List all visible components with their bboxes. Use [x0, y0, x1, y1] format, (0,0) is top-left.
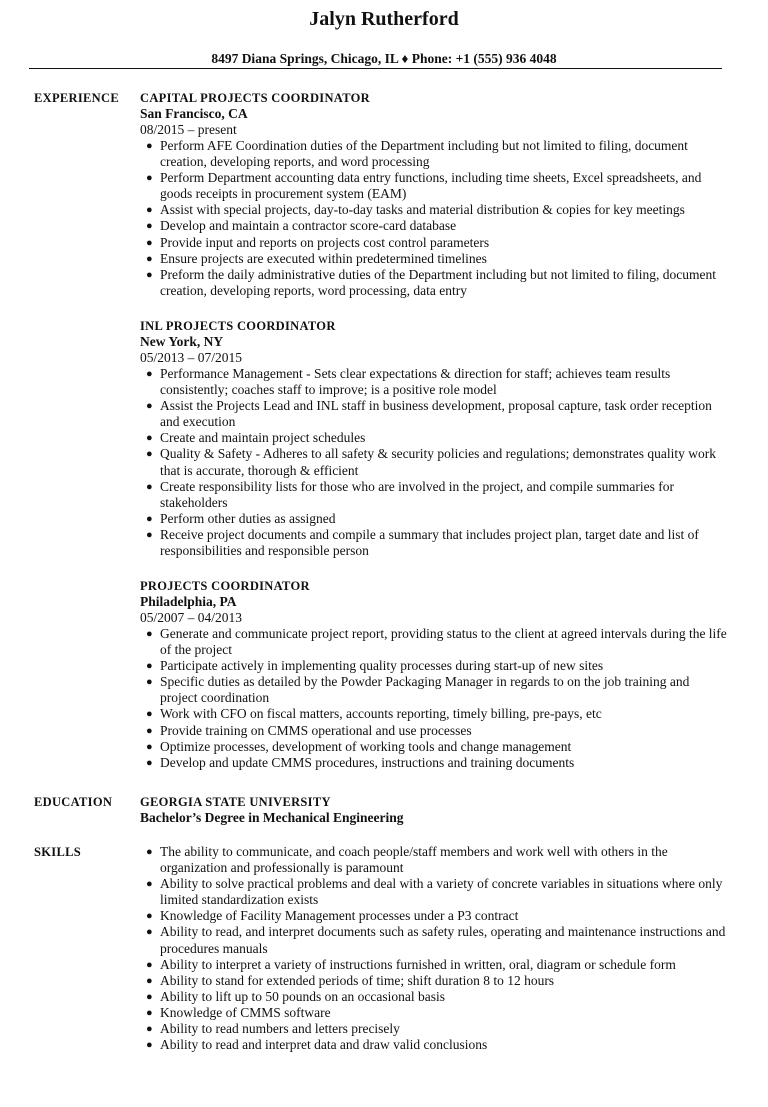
list-item: ● Develop and maintain a contractor score-card database — [146, 218, 457, 234]
bullet-icon: ● — [146, 432, 153, 445]
job-location: San Francisco, CA — [140, 106, 248, 121]
job-title: PROJECTS COORDINATOR — [140, 579, 310, 593]
bullet-icon: ● — [146, 1006, 153, 1019]
list-item: ● Create and maintain project schedules — [146, 430, 366, 446]
bullet-icon: ● — [146, 448, 153, 461]
list-item: ● Receive project documents and compile a summary that includes project plan, target date and list of responsibilities and responsible person — [146, 526, 699, 559]
list-item: ● Ensure projects are executed within predetermined timelines — [146, 250, 487, 266]
job-entry — [140, 578, 730, 771]
bullet-icon: ● — [146, 990, 153, 1003]
bullet-icon: ● — [146, 236, 153, 249]
list-item: ● Ability to stand for extended periods of time; shift duration 8 to 12 hours — [146, 972, 555, 988]
education-heading: EDUCATION — [34, 795, 113, 809]
bullet-icon: ● — [146, 368, 153, 380]
bullet-icon: ● — [146, 724, 153, 737]
contact-line: 8497 Diana Springs, Chicago, IL ♦ Phone: +1 (555) 936 4048 — [211, 51, 557, 66]
list-item: ● Ability to lift up to 50 pounds on an occasional basis — [146, 988, 445, 1004]
list-item: ● Generate and communicate project report, providing status to the client at agreed intervals during the life of the project — [146, 626, 727, 658]
list-item: ● Knowledge of CMMS software — [146, 1004, 331, 1020]
list-item: ● Specific duties as detailed by the Powder Packaging Manager in regards to on the job training and project coordination — [146, 674, 690, 706]
list-item: ● Provide training on CMMS operational and use processes — [146, 722, 472, 738]
school-name: GEORGIA STATE UNIVERSITY — [140, 795, 331, 809]
bullet-icon: ● — [146, 204, 153, 217]
skills-list — [140, 844, 730, 1053]
job-title: CAPITAL PROJECTS COORDINATOR — [140, 91, 370, 105]
experience-heading: EXPERIENCE — [34, 91, 119, 105]
header-divider — [29, 68, 722, 69]
job-duties-list — [140, 138, 730, 299]
job-location: Philadelphia, PA — [140, 594, 237, 609]
bullet-icon: ● — [146, 958, 153, 971]
bullet-icon: ● — [146, 1039, 153, 1052]
bullet-icon: ● — [146, 400, 153, 413]
bullet-icon: ● — [146, 756, 153, 769]
bullet-icon: ● — [146, 974, 153, 987]
list-item: ● Knowledge of Facility Management processes under a P3 contract — [146, 908, 519, 924]
bullet-icon: ● — [146, 140, 153, 152]
bullet-icon: ● — [146, 252, 153, 265]
bullet-icon: ● — [146, 740, 153, 753]
list-item: ● Perform Department accounting data entry functions, including time sheets, Excel spreadsheets, and goods receipts in procurement system (EAM) — [146, 170, 702, 202]
job-duties-list — [140, 626, 730, 771]
bullet-icon: ● — [146, 660, 153, 673]
list-item: ● Ability to read, and interpret documents such as safety rules, operating and maintenance instructions and procedures manuals — [146, 924, 726, 956]
job-title: INL PROJECTS COORDINATOR — [140, 319, 336, 333]
job-dates: 08/2015 – present — [140, 122, 237, 137]
list-item: ● Develop and update CMMS procedures, instructions and training documents — [146, 754, 575, 770]
job-entry — [140, 90, 730, 299]
list-item: ● Optimize processes, development of working tools and change management — [146, 738, 572, 754]
list-item: ● Assist the Projects Lead and INL staff in business development, proposal capture, task order reception and execution — [146, 398, 712, 430]
job-location: New York, NY — [140, 334, 224, 349]
education-entry — [140, 794, 730, 826]
list-item: ● Provide input and reports on projects cost control parameters — [146, 234, 490, 250]
list-item: ● Work with CFO on fiscal matters, accounts reporting, timely billing, pre-pays, etc — [146, 706, 602, 722]
list-item: ● Perform other duties as assigned — [146, 510, 336, 526]
list-item: ● Create responsibility lists for those who are involved in the project, and compile summaries for stakeholders — [146, 478, 675, 510]
candidate-name: Jalyn Rutherford — [309, 8, 459, 30]
bullet-icon: ● — [146, 528, 153, 541]
list-item: ● Perform AFE Coordination duties of the Department including but not limited to filing, document creation, developing reports, and word processing — [146, 138, 688, 170]
bullet-icon: ● — [146, 268, 153, 281]
list-item: ● Preform the daily administrative duties of the Department including but not limited to filing, document creation, developing reports, word processing, data entry — [146, 266, 717, 298]
bullet-icon: ● — [146, 676, 153, 689]
bullet-icon: ● — [146, 628, 153, 640]
list-item: ● Assist with special projects, day-to-day tasks and material distribution & copies for key meetings — [146, 202, 685, 218]
bullet-icon: ● — [146, 480, 153, 493]
bullet-icon: ● — [146, 512, 153, 525]
job-entry — [140, 318, 730, 559]
list-item: ● The ability to communicate, and coach people/staff members and work well with others in the organization and professionally is paramount — [146, 844, 668, 876]
bullet-icon: ● — [146, 1023, 153, 1036]
list-item: ● Ability to solve practical problems and deal with a variety of concrete variables in situations where only limited standardization exists — [146, 876, 723, 908]
bullet-icon: ● — [146, 910, 153, 923]
list-item: ● Ability to interpret a variety of instructions furnished in written, oral, diagram or schedule form — [146, 956, 676, 972]
list-item: ● Quality & Safety - Adheres to all safety & security policies and regulations; demonstrates quality work that is accurate, thorough & efficient — [146, 446, 716, 478]
bullet-icon: ● — [146, 846, 153, 858]
list-item: ● Performance Management - Sets clear expectations & direction for staff; achieves team results consistently; coaches staff to improve; is a positive role model — [146, 366, 671, 398]
skills-entry — [140, 844, 730, 1053]
list-item: ● Ability to read numbers and letters precisely — [146, 1021, 400, 1037]
skills-heading: SKILLS — [34, 845, 81, 859]
list-item: ● Participate actively in implementing quality processes during start-up of new sites — [146, 658, 604, 674]
job-duties-list — [140, 366, 730, 559]
bullet-icon: ● — [146, 926, 153, 939]
bullet-icon: ● — [146, 220, 153, 233]
bullet-icon: ● — [146, 172, 153, 185]
degree-name: Bachelor’s Degree in Mechanical Engineering — [140, 810, 404, 825]
bullet-icon: ● — [146, 708, 153, 721]
list-item: ● Ability to read and interpret data and draw valid conclusions — [146, 1037, 488, 1053]
job-dates: 05/2013 – 07/2015 — [140, 350, 243, 365]
job-dates: 05/2007 – 04/2013 — [140, 610, 243, 625]
bullet-icon: ● — [146, 878, 153, 891]
